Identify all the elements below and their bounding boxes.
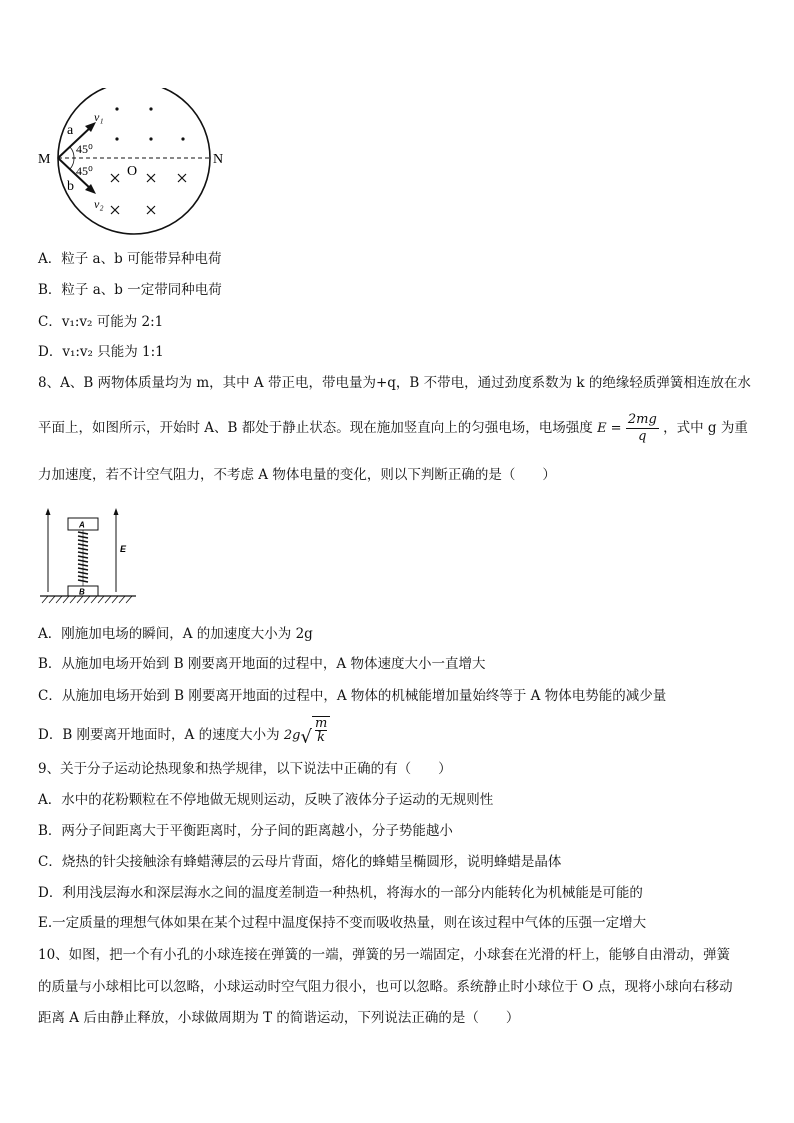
q10-stem-line1: 10、如图，把一个有小孔的小球连接在弹簧的一端，弹簧的另一端固定，小球套在光滑的杆上，能够自由滑动，弹簧 xyxy=(38,947,731,963)
q7-option-b: B．粒子 a、b 一定带同种电荷 xyxy=(38,282,222,298)
q7-option-c: C．v₁:v₂ 可能为 2:1 xyxy=(38,314,164,330)
q8-stem-line3: 力加速度，若不计空气阻力，不考虑 A 物体电量的变化，则以下判断正确的是（ ） xyxy=(38,467,556,483)
label-O: O xyxy=(127,164,138,179)
q8-stem-line2-pre: 平面上，如图所示，开始时 A、B 都处于静止状态。现在施加竖直向上的匀强电场，电场强度 xyxy=(38,420,593,436)
q8-option-b: B．从施加电场开始到 B 刚要离开地面的过程中，A 物体速度大小一直增大 xyxy=(38,656,486,672)
block-b-label: B xyxy=(79,587,85,597)
q9-stem: 9、关于分子运动论热现象和热学规律，以下说法中正确的有（ ） xyxy=(38,761,452,777)
q10-stem-line3: 距离 A 后由静止释放，小球做周期为 T 的简谐运动，下列说法正确的是（ ） xyxy=(38,1010,520,1026)
label-N: N xyxy=(213,152,224,167)
magnetic-field-circle-figure xyxy=(36,88,236,238)
label-b: b xyxy=(67,179,74,194)
q8-stem-line1: 8、A、B 两物体质量均为 m，其中 A 带正电，带电量为+q，B 不带电，通过劲度系数为 k 的绝缘轻质弹簧相连放在水 xyxy=(38,375,751,391)
q8-option-c: C．从施加电场开始到 B 刚要离开地面的过程中，A 物体的机械能增加量始终等于 A 物体电势能的减少量 xyxy=(38,688,667,704)
q9-option-a: A．水中的花粉颗粒在不停地做无规则运动，反映了液体分子运动的无规则性 xyxy=(38,792,494,808)
field-boundary-circle xyxy=(58,88,210,234)
field-dots xyxy=(115,107,184,140)
label-v1: v₁ xyxy=(94,110,104,124)
label-M: M xyxy=(38,152,51,167)
angle-top-label: 45⁰ xyxy=(76,142,93,156)
label-a: a xyxy=(67,123,74,138)
spring-blocks-figure xyxy=(36,506,156,608)
spring-coil xyxy=(78,530,88,586)
q9-option-d: D．利用浅层海水和深层海水之间的温度差制造一种热机，将海水的一部分内能转化为机械能是可能的 xyxy=(38,885,643,901)
sqrt-numerator: m xyxy=(314,716,328,731)
block-a-label: A xyxy=(79,520,85,530)
q8-stem-line2-post: ，式中 g 为重 xyxy=(663,420,748,436)
field-crosses xyxy=(111,174,186,214)
q9-option-e: E.一定质量的理想气体如果在某个过程中温度保持不变而吸收热量，则在该过程中气体的压强一定增大 xyxy=(38,915,647,931)
label-v2: v₂ xyxy=(94,197,104,211)
q9-option-b: B．两分子间距离大于平衡距离时，分子间的距离越小，分子势能越小 xyxy=(38,823,453,839)
q7-option-d: D．v₁:v₂ 只能为 1:1 xyxy=(38,344,164,360)
q7-option-a: A．粒子 a、b 可能带异种电荷 xyxy=(38,251,222,267)
angle-bottom-label: 45⁰ xyxy=(76,164,93,178)
speed-coefficient: 2g xyxy=(283,728,301,743)
fraction-denominator: q xyxy=(638,429,647,444)
formula-lhs: E = xyxy=(597,421,622,436)
sqrt-expression: √ $\frac{m}{k}$ xyxy=(300,716,330,755)
ground-hatching xyxy=(42,596,132,603)
field-label-E: E xyxy=(120,544,127,554)
q8-stem-line2 xyxy=(38,408,748,448)
q8-option-d-text: D．B 刚要离开地面时，A 的速度大小为 xyxy=(38,727,280,743)
sqrt-denominator: k xyxy=(317,730,326,745)
fraction-numerator: 2mg xyxy=(627,412,657,427)
q10-stem-line2: 的质量与小球相比可以忽略，小球运动时空气阻力很小，也可以忽略。系统静止时小球位于 O 点，现将小球向右移动 xyxy=(38,979,733,995)
q8-option-d xyxy=(38,716,330,750)
field-strength-fraction xyxy=(626,412,659,445)
q8-option-a: A．刚施加电场的瞬间，A 的加速度大小为 2g xyxy=(38,626,313,642)
q9-option-c: C．烧热的针尖接触涂有蜂蜡薄层的云母片背面，熔化的蜂蜡呈椭圆形，说明蜂蜡是晶体 xyxy=(38,854,562,870)
